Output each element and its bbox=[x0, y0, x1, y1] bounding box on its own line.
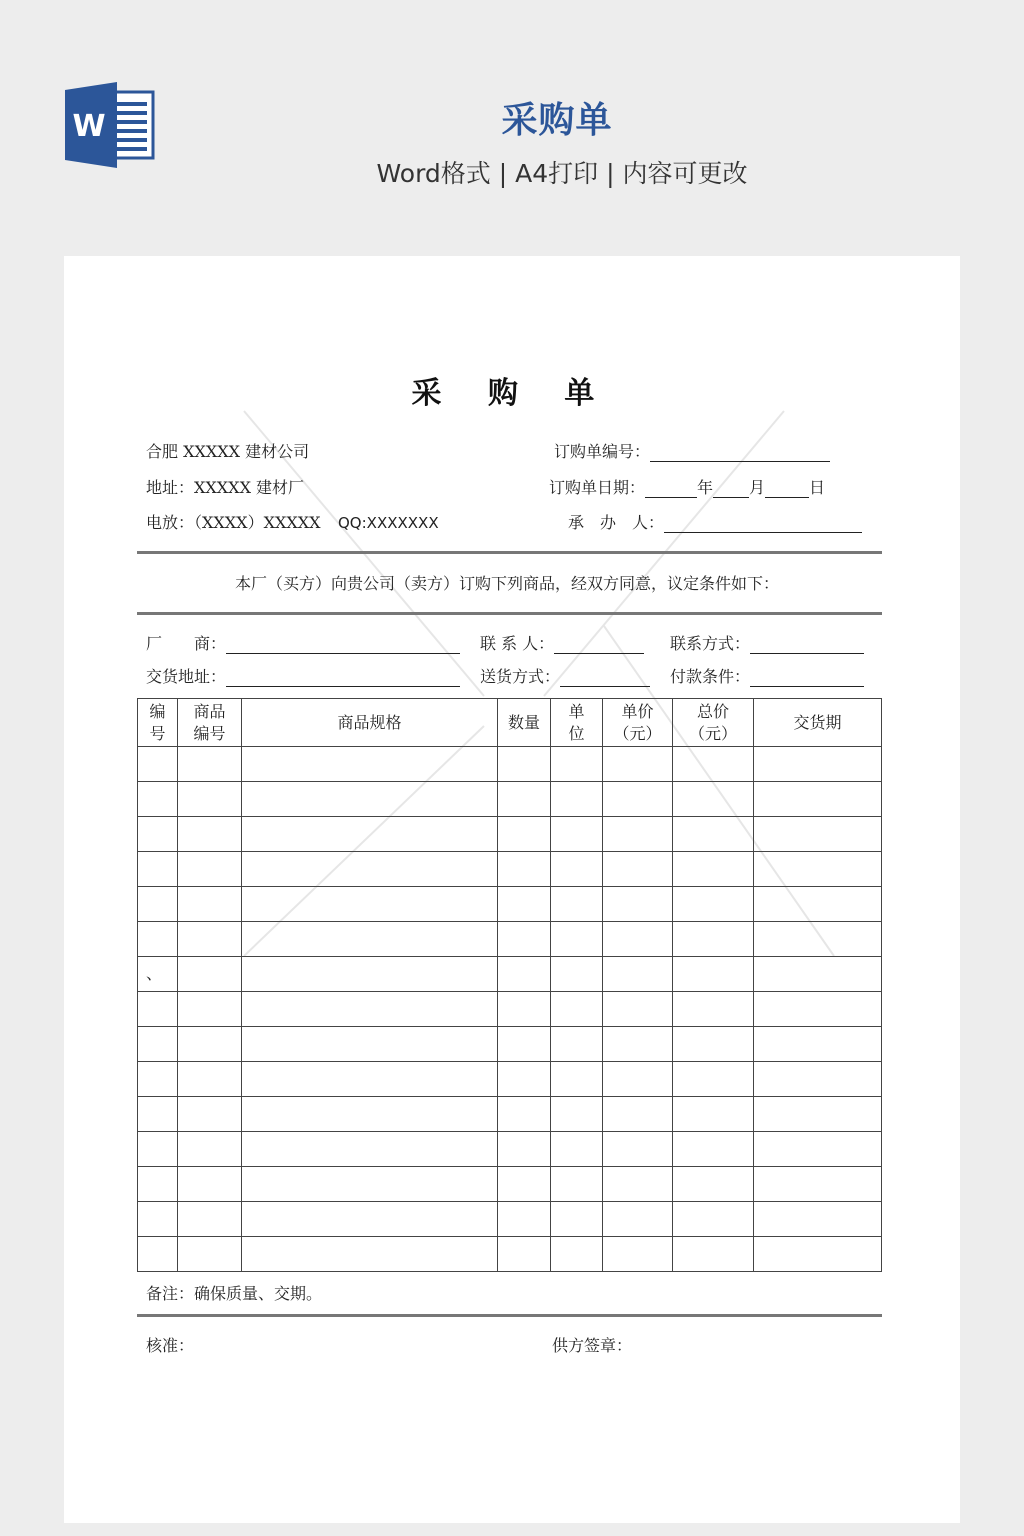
table-cell[interactable] bbox=[498, 1097, 551, 1132]
table-cell[interactable] bbox=[673, 1062, 754, 1097]
shipping-method-row bbox=[480, 667, 650, 687]
table-cell[interactable] bbox=[498, 1237, 551, 1272]
table-cell[interactable] bbox=[242, 957, 498, 992]
handler-field[interactable] bbox=[664, 516, 862, 533]
table-cell[interactable] bbox=[178, 852, 242, 887]
table-cell[interactable] bbox=[603, 1167, 673, 1202]
table-row bbox=[138, 747, 882, 782]
contact-field[interactable] bbox=[554, 637, 644, 654]
table-cell[interactable] bbox=[498, 1132, 551, 1167]
divider-2 bbox=[137, 612, 882, 615]
table-cell[interactable] bbox=[138, 782, 178, 817]
table-cell[interactable] bbox=[498, 992, 551, 1027]
table-cell[interactable] bbox=[178, 1132, 242, 1167]
table-cell[interactable] bbox=[603, 1237, 673, 1272]
table-row bbox=[138, 817, 882, 852]
payment-terms-row bbox=[670, 667, 864, 687]
table-cell[interactable] bbox=[673, 1132, 754, 1167]
contact-method-row bbox=[670, 634, 864, 654]
table-cell[interactable] bbox=[178, 1167, 242, 1202]
table-cell[interactable] bbox=[673, 992, 754, 1027]
table-cell[interactable] bbox=[551, 1202, 603, 1237]
table-cell[interactable] bbox=[754, 922, 882, 957]
company-name: 合肥 XXXXX 建材公司 bbox=[146, 442, 310, 461]
table-cell[interactable] bbox=[551, 747, 603, 782]
table-cell[interactable] bbox=[754, 817, 882, 852]
table-cell[interactable] bbox=[138, 1062, 178, 1097]
col-header-quantity: 数量 bbox=[498, 699, 551, 747]
table-cell[interactable] bbox=[551, 1027, 603, 1062]
delivery-address-row bbox=[146, 667, 460, 687]
order-month-field[interactable] bbox=[713, 481, 749, 498]
table-cell[interactable] bbox=[603, 992, 673, 1027]
table-cell[interactable] bbox=[498, 852, 551, 887]
banner-subtitle: Word格式 | A4打印 | 内容可更改 bbox=[376, 159, 748, 188]
order-number-field[interactable] bbox=[650, 445, 830, 462]
table-row bbox=[138, 887, 882, 922]
table-cell[interactable] bbox=[242, 1097, 498, 1132]
table-cell[interactable] bbox=[754, 1202, 882, 1237]
table-cell[interactable] bbox=[551, 852, 603, 887]
company-address: 地址：XXXXX 建材厂 bbox=[146, 478, 305, 497]
table-cell[interactable] bbox=[178, 782, 242, 817]
table-cell[interactable] bbox=[242, 992, 498, 1027]
table-cell[interactable] bbox=[673, 817, 754, 852]
table-cell[interactable]: 、 bbox=[138, 957, 178, 992]
table-cell[interactable] bbox=[498, 922, 551, 957]
document-title: 采 购 单 bbox=[411, 376, 613, 411]
table-row bbox=[138, 782, 882, 817]
table-cell[interactable] bbox=[754, 1237, 882, 1272]
table-cell[interactable] bbox=[551, 922, 603, 957]
table-cell[interactable] bbox=[754, 1167, 882, 1202]
table-cell[interactable] bbox=[138, 1237, 178, 1272]
day-label: 日 bbox=[809, 478, 826, 497]
vendor-field[interactable] bbox=[226, 637, 460, 654]
table-cell[interactable] bbox=[754, 1027, 882, 1062]
table-cell[interactable] bbox=[242, 747, 498, 782]
table-cell[interactable] bbox=[603, 817, 673, 852]
shipping-method-field[interactable] bbox=[560, 670, 650, 687]
table-cell[interactable] bbox=[551, 782, 603, 817]
order-year-field[interactable] bbox=[645, 481, 697, 498]
table-cell[interactable] bbox=[673, 747, 754, 782]
month-label: 月 bbox=[749, 478, 766, 497]
delivery-address-field[interactable] bbox=[226, 670, 460, 687]
table-cell[interactable] bbox=[603, 1202, 673, 1237]
table-cell[interactable] bbox=[754, 992, 882, 1027]
table-cell[interactable] bbox=[178, 1062, 242, 1097]
table-cell[interactable] bbox=[498, 1202, 551, 1237]
table-row bbox=[138, 852, 882, 887]
year-label: 年 bbox=[697, 478, 714, 497]
table-cell[interactable] bbox=[242, 1202, 498, 1237]
order-number-row bbox=[554, 442, 830, 462]
table-row bbox=[138, 1167, 882, 1202]
table-cell[interactable] bbox=[754, 747, 882, 782]
col-header-total-price: 总价 （元） bbox=[673, 699, 754, 747]
table-cell[interactable] bbox=[754, 1062, 882, 1097]
table-cell[interactable] bbox=[242, 1167, 498, 1202]
table-cell[interactable] bbox=[242, 1237, 498, 1272]
remarks: 备注：确保质量、交期。 bbox=[146, 1284, 323, 1303]
approve-label: 核准： bbox=[146, 1336, 195, 1355]
table-cell[interactable] bbox=[673, 852, 754, 887]
table-cell[interactable] bbox=[551, 817, 603, 852]
table-cell[interactable] bbox=[754, 887, 882, 922]
table-cell[interactable] bbox=[603, 1027, 673, 1062]
table-cell[interactable] bbox=[603, 1062, 673, 1097]
table-header-row bbox=[138, 699, 882, 747]
contact-method-field[interactable] bbox=[750, 637, 864, 654]
table-cell[interactable] bbox=[673, 887, 754, 922]
table-row bbox=[138, 1097, 882, 1132]
table-cell[interactable] bbox=[673, 1097, 754, 1132]
table-cell[interactable] bbox=[242, 782, 498, 817]
table-cell[interactable] bbox=[178, 887, 242, 922]
table-cell[interactable] bbox=[551, 957, 603, 992]
table-cell[interactable] bbox=[178, 1027, 242, 1062]
table-cell[interactable] bbox=[551, 1097, 603, 1132]
table-cell[interactable] bbox=[754, 1132, 882, 1167]
table-cell[interactable] bbox=[603, 887, 673, 922]
divider-3 bbox=[137, 1314, 882, 1317]
table-cell[interactable] bbox=[551, 992, 603, 1027]
table-cell[interactable] bbox=[498, 1027, 551, 1062]
table-cell[interactable] bbox=[603, 1097, 673, 1132]
contact-label: 联 系 人： bbox=[480, 634, 555, 653]
delivery-address-label: 交货地址： bbox=[146, 667, 227, 686]
table-cell[interactable] bbox=[603, 747, 673, 782]
col-header-unit-price: 单价 （元） bbox=[603, 699, 673, 747]
table-cell[interactable] bbox=[551, 1132, 603, 1167]
shipping-method-label: 送货方式： bbox=[480, 667, 561, 686]
supplier-sign-label: 供方签章： bbox=[552, 1336, 633, 1355]
table-cell[interactable] bbox=[673, 1237, 754, 1272]
table-cell[interactable] bbox=[138, 922, 178, 957]
table-cell[interactable] bbox=[673, 922, 754, 957]
table-cell[interactable] bbox=[138, 1167, 178, 1202]
table-cell[interactable] bbox=[603, 852, 673, 887]
order-date-label: 订购单日期： bbox=[549, 478, 646, 497]
table-cell[interactable] bbox=[551, 1237, 603, 1272]
table-cell[interactable] bbox=[754, 782, 882, 817]
table-row bbox=[138, 1202, 882, 1237]
col-header-unit: 单 位 bbox=[551, 699, 603, 747]
order-date-row bbox=[549, 478, 825, 498]
table-cell[interactable] bbox=[498, 887, 551, 922]
order-day-field[interactable] bbox=[765, 481, 809, 498]
table-cell[interactable] bbox=[754, 852, 882, 887]
table-cell[interactable] bbox=[242, 852, 498, 887]
order-statement: 本厂（买方）向贵公司（卖方）订购下列商品，经双方同意，议定条件如下： bbox=[234, 574, 779, 593]
contact-method-label: 联系方式： bbox=[670, 634, 751, 653]
handler-row bbox=[568, 513, 862, 533]
table-cell[interactable] bbox=[178, 1097, 242, 1132]
table-cell[interactable] bbox=[603, 957, 673, 992]
table-cell[interactable] bbox=[603, 922, 673, 957]
table-cell[interactable] bbox=[178, 992, 242, 1027]
table-cell[interactable] bbox=[242, 887, 498, 922]
table-cell[interactable] bbox=[178, 1202, 242, 1237]
table-row bbox=[138, 1132, 882, 1167]
table-cell[interactable] bbox=[603, 1132, 673, 1167]
table-cell[interactable] bbox=[673, 1202, 754, 1237]
divider-1 bbox=[137, 551, 882, 554]
table-cell[interactable] bbox=[673, 782, 754, 817]
col-header-spec: 商品规格 bbox=[242, 699, 498, 747]
vendor-label: 厂 商： bbox=[146, 634, 227, 653]
table-row bbox=[138, 1237, 882, 1272]
table-cell[interactable] bbox=[138, 747, 178, 782]
table-cell[interactable] bbox=[551, 1167, 603, 1202]
payment-terms-label: 付款条件： bbox=[670, 667, 751, 686]
table-cell[interactable] bbox=[242, 1062, 498, 1097]
table-cell[interactable] bbox=[138, 852, 178, 887]
table-cell[interactable] bbox=[138, 992, 178, 1027]
table-cell[interactable] bbox=[242, 922, 498, 957]
table-cell[interactable] bbox=[138, 1097, 178, 1132]
col-header-no: 编 号 bbox=[138, 699, 178, 747]
table-row bbox=[138, 992, 882, 1027]
contact-row bbox=[480, 634, 644, 654]
table-row bbox=[138, 1027, 882, 1062]
col-header-item-code: 商品 编号 bbox=[178, 699, 242, 747]
table-cell[interactable] bbox=[178, 817, 242, 852]
table-cell[interactable] bbox=[242, 1132, 498, 1167]
payment-terms-field[interactable] bbox=[750, 670, 864, 687]
table-cell[interactable] bbox=[673, 1027, 754, 1062]
table-cell[interactable] bbox=[498, 817, 551, 852]
table-row bbox=[138, 1062, 882, 1097]
table-cell[interactable] bbox=[138, 887, 178, 922]
handler-label: 承 办 人： bbox=[568, 513, 665, 532]
table-cell[interactable] bbox=[178, 957, 242, 992]
table-cell[interactable] bbox=[498, 957, 551, 992]
table-cell[interactable] bbox=[138, 1132, 178, 1167]
table-cell[interactable] bbox=[603, 782, 673, 817]
table-cell[interactable] bbox=[498, 782, 551, 817]
document-page bbox=[64, 256, 960, 1523]
company-qq: QQ:XXXXXXX bbox=[338, 514, 439, 532]
table-cell[interactable] bbox=[138, 1202, 178, 1237]
table-cell[interactable] bbox=[498, 1167, 551, 1202]
col-header-delivery-date: 交货期 bbox=[754, 699, 882, 747]
vendor-row bbox=[146, 634, 460, 654]
table-cell[interactable] bbox=[178, 747, 242, 782]
table-row bbox=[138, 957, 882, 992]
table-cell[interactable] bbox=[178, 922, 242, 957]
table-cell[interactable] bbox=[178, 1237, 242, 1272]
table-cell[interactable] bbox=[242, 817, 498, 852]
table-row bbox=[138, 922, 882, 957]
table-cell[interactable] bbox=[673, 1167, 754, 1202]
banner-title: 采购单 bbox=[501, 100, 613, 141]
table-cell[interactable] bbox=[754, 957, 882, 992]
table-cell[interactable] bbox=[673, 957, 754, 992]
table-cell[interactable] bbox=[551, 1062, 603, 1097]
company-phone: 电放：（XXXX）XXXXX bbox=[146, 513, 321, 532]
order-number-label: 订购单编号： bbox=[554, 442, 651, 461]
word-letter: W bbox=[72, 109, 106, 144]
table-body bbox=[138, 747, 882, 1272]
table-cell[interactable] bbox=[242, 1027, 498, 1062]
table-cell[interactable] bbox=[498, 747, 551, 782]
items-table bbox=[137, 698, 882, 1272]
table-cell[interactable] bbox=[498, 1062, 551, 1097]
table-cell[interactable] bbox=[138, 817, 178, 852]
table-cell[interactable] bbox=[551, 887, 603, 922]
table-cell[interactable] bbox=[138, 1027, 178, 1062]
table-cell[interactable] bbox=[754, 1097, 882, 1132]
